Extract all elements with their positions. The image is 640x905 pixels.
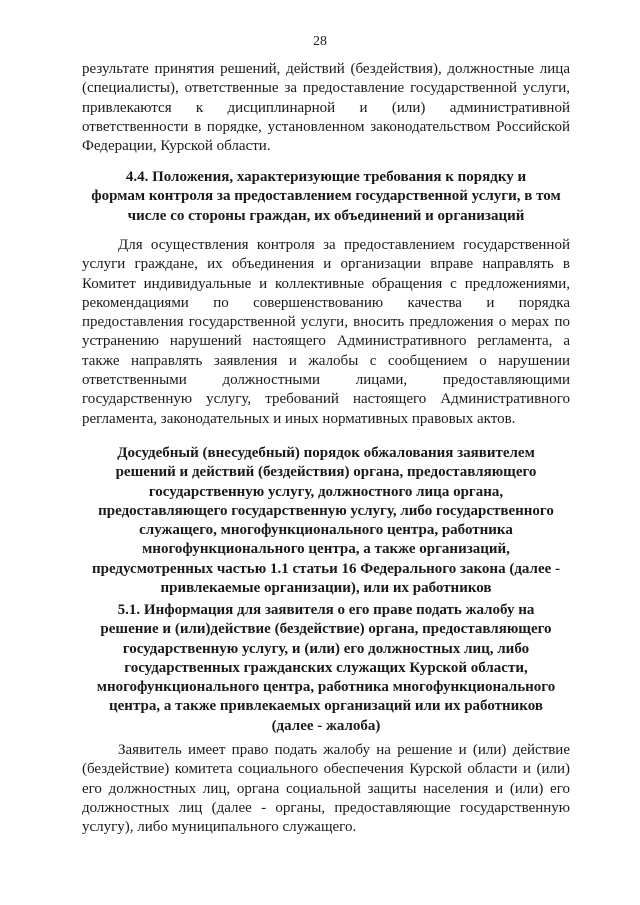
text-line: предоставления государственной услуги, вносить предложения о мерах по bbox=[82, 314, 570, 331]
text-line: также направлять заявления и жалобы с сообщением о нарушении bbox=[82, 352, 570, 369]
heading-5-1 bbox=[82, 601, 570, 736]
text-line: Федерации, Курской области. bbox=[82, 138, 271, 155]
text-line: ответственными должностными лицами, предоставляющими bbox=[82, 372, 570, 389]
heading-line: многофункционального центра, работника многофункционального bbox=[96, 679, 556, 696]
text-line: Заявитель имеет право подать жалобу на решение и (или) действие bbox=[118, 742, 570, 758]
paragraph-control bbox=[82, 236, 570, 429]
heading-line: (далее - жалоба) bbox=[271, 717, 381, 734]
text-line: регламента, законодательных и иных нормативных правовых актов. bbox=[82, 410, 516, 427]
heading-line: предусмотренных частью 1.1 статьи 16 Федерального закона (далее - bbox=[91, 560, 561, 577]
heading-line: многофункционального центра, а также организаций, bbox=[142, 541, 510, 558]
text-line: результате принятия решений, действий (бездействия), должностные лица bbox=[82, 61, 570, 77]
heading-line: формам контроля за предоставлением государственной услуги, в том bbox=[91, 188, 561, 205]
text-line: Для осуществления контроля за предоставлением государственной bbox=[118, 237, 570, 253]
heading-line: решение и (или)действие (бездействие) органа, предоставляющего bbox=[100, 621, 552, 638]
text-line: рекомендациями по совершенствованию качества и порядка bbox=[82, 294, 570, 311]
heading-section-5 bbox=[82, 444, 570, 598]
heading-4-4 bbox=[82, 168, 570, 226]
text-line: привлекаются к дисциплинарной и (или) административной bbox=[82, 99, 570, 116]
text-line: услуги граждане, их объединения и организации вправе направлять в bbox=[82, 256, 570, 273]
heading-line: предоставляющего государственную услугу, либо государственного bbox=[98, 502, 554, 519]
heading-line: 4.4. Положения, характеризующие требования к порядку и bbox=[125, 169, 527, 185]
paragraph-complaint-right bbox=[82, 741, 570, 837]
text-line: ответственности в порядке, установленном законодательством Российской bbox=[82, 118, 570, 135]
heading-line: привлекаемые организации), или их работников bbox=[160, 580, 492, 597]
heading-line: государственную услугу, должностного лица органа, bbox=[148, 483, 504, 500]
text-line: государственную услугу, требований настоящего Административного bbox=[82, 391, 570, 408]
text-line: должностных лиц (далее - органы, предоставляющие государственную bbox=[82, 799, 570, 816]
heading-line: государственных гражданских служащих Курской области, bbox=[124, 659, 528, 676]
heading-line: служащего, многофункционального центра, работника bbox=[139, 522, 513, 539]
page-number: 28 bbox=[313, 34, 327, 49]
text-line: устранению нарушений настоящего Административного регламента, а bbox=[82, 333, 570, 350]
heading-line: решений и действий (бездействия) органа, предоставляющего bbox=[115, 464, 537, 481]
heading-line: центра, а также привлекаемых организаций или их работников bbox=[109, 698, 543, 715]
heading-line: 5.1. Информация для заявителя о его праве подать жалобу на bbox=[117, 602, 535, 618]
heading-line: числе со стороны граждан, их объединений и организаций bbox=[127, 207, 525, 224]
heading-line: государственную услугу, и (или) его должностных лиц, либо bbox=[122, 640, 530, 657]
text-line: (специалисты), ответственные за предоставление государственной услуги, bbox=[82, 80, 570, 97]
heading-line: Досудебный (внесудебный) порядок обжалования заявителем bbox=[117, 445, 535, 461]
text-line: его должностных лиц, органа социальной защиты населения и (или) его bbox=[82, 780, 570, 797]
text-line: (бездействие) комитета социального обеспечения Курской области и (или) bbox=[82, 761, 570, 778]
paragraph-liability bbox=[82, 60, 570, 156]
text-line: Комитет индивидуальные и коллективные обращения с предложениями, bbox=[82, 275, 570, 292]
text-line: услугу), либо муниципального служащего. bbox=[82, 819, 357, 836]
